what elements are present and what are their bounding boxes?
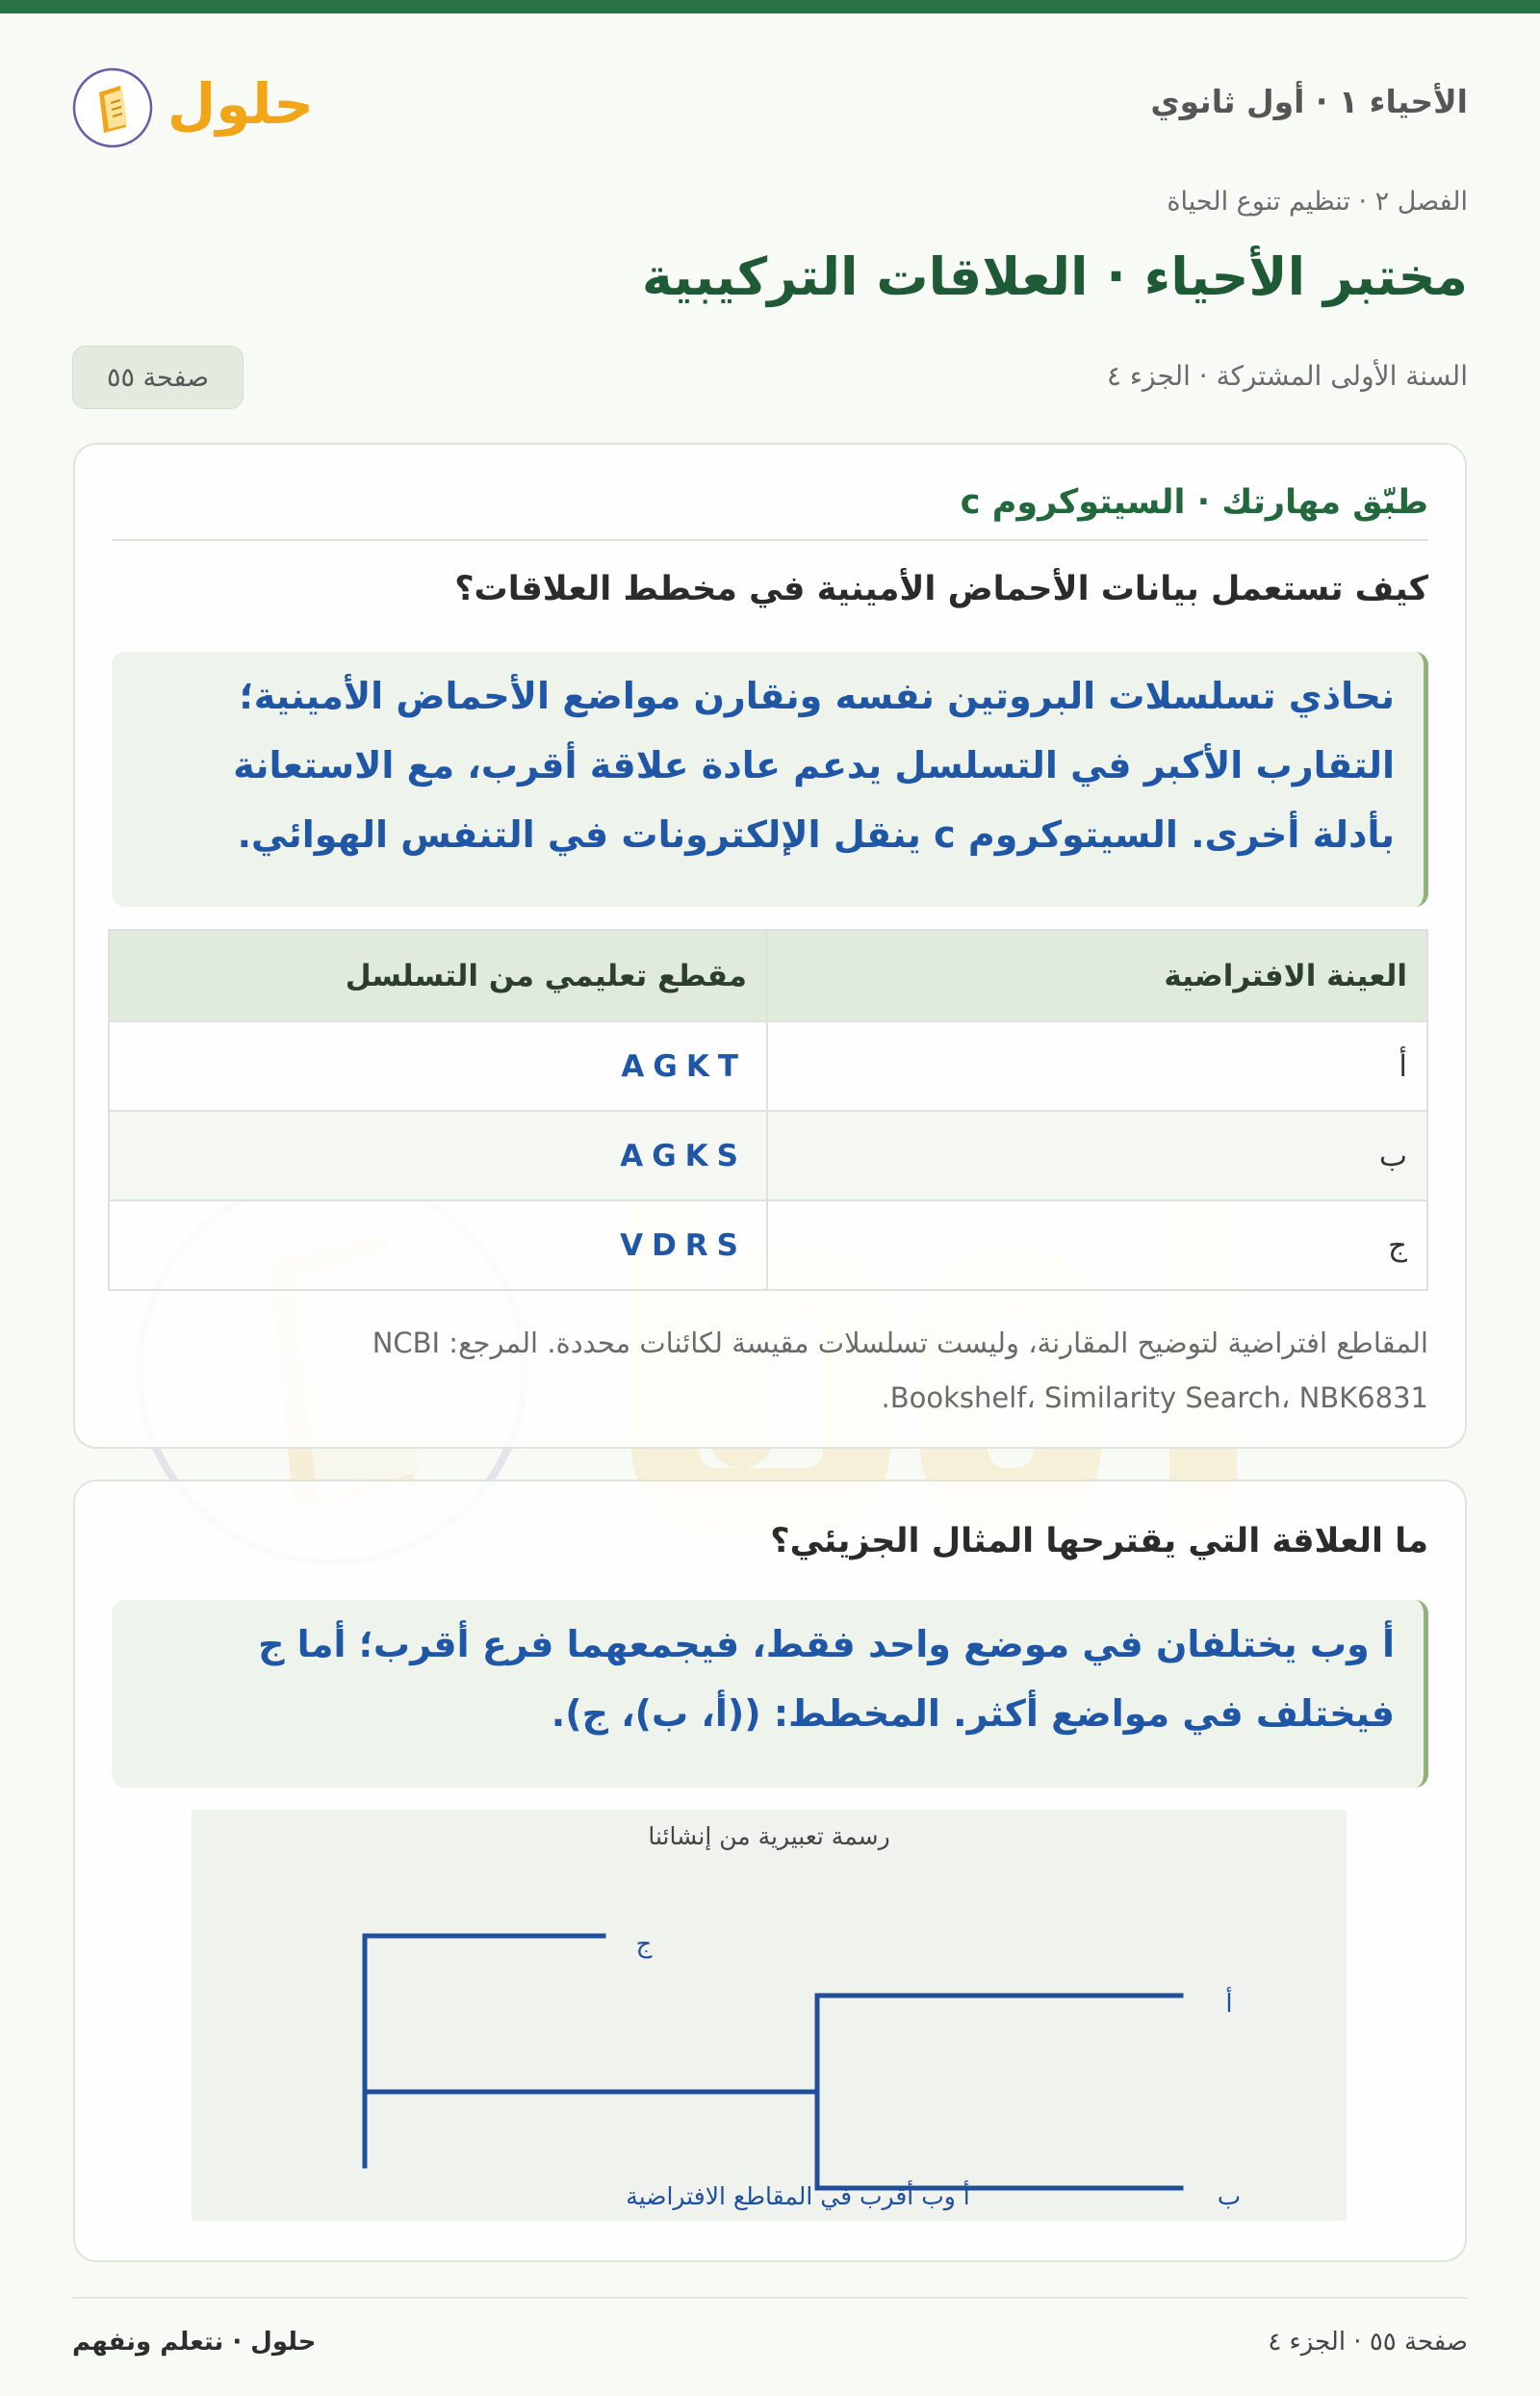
page-meta: السنة الأولى المشتركة · الجزء ٤ [1106,360,1468,392]
table-row [109,1111,1427,1200]
diagram-caption-bottom: أ وب أقرب في المقاطع الافتراضية [626,2182,970,2210]
sequence-cell: AGKS [109,1111,767,1200]
cladogram [192,1810,1347,2221]
hulul-logo[interactable] [72,60,322,152]
answer-1-line: بأدلة أخرى. السيتوكروم c ينقل الإلكترونات في التنفس الهوائي. [237,813,1395,856]
molecular-relationship-card [73,1480,1467,2262]
logo-text: حلول [167,71,315,137]
breadcrumb: الأحياء ١ · أول ثانوي [1150,83,1468,120]
top-accent-bar [0,0,1540,13]
sample-cell: أ [767,1021,1427,1111]
sequence-table [108,929,1428,1291]
answer-1 [112,652,1428,907]
footer-divider [72,2297,1468,2299]
heading-divider [112,539,1428,541]
sequence-cell: AGKT [109,1021,767,1111]
source-note [112,1316,1428,1426]
leaf-label-c: ج [635,1930,653,1959]
chapter-label: الفصل ٢ · تنظيم تنوع الحياة [1167,187,1468,217]
sample-cell: ج [767,1200,1427,1290]
answer-1-line: نحاذي تسلسلات البروتين نفسه ونقارن مواضع الأحماض الأمينية؛ [239,675,1395,717]
question-2: ما العلاقة التي يقترحها المثال الجزيئي؟ [770,1522,1428,1560]
note-line: المقاطع افتراضية لتوضيح المقارنة، وليست تسلسلات مقيسة لكائنات محددة. المرجع: NCBI [372,1327,1428,1359]
sample-cell: ب [767,1111,1427,1200]
answer-1-line: التقارب الأكبر في التسلسل يدعم عادة علاقة أقرب، مع الاستعانة [233,744,1395,786]
leaf-label-b: ب [1217,2182,1242,2211]
note-line: Bookshelf، Similarity Search، NBK6831. [881,1381,1428,1414]
apply-skill-card [73,443,1467,1449]
sequence-cell: VDRS [109,1200,767,1290]
question-1: كيف تستعمل بيانات الأحماض الأمينية في مخطط العلاقات؟ [454,570,1428,608]
cladogram-box [192,1810,1347,2221]
answer-2 [112,1600,1428,1788]
footer-page-info: صفحة ٥٥ · الجزء ٤ [1268,2328,1468,2357]
diagram-caption-top: رسمة تعبيرية من إنشائنا [648,1822,890,1850]
column-header-sequence: مقطع تعليمي من التسلسل [109,930,767,1021]
footer-brand: حلول · نتعلم ونفهم [72,2328,317,2357]
section-heading: طبّق مهارتك · السيتوكروم c [960,483,1428,522]
answer-2-line: أ وب يختلفان في موضع واحد فقط، فيجمعهما فرع أقرب؛ أما ج [258,1623,1395,1665]
leaf-label-a: أ [1225,1990,1233,2019]
page-title: مختبر الأحياء · العلاقات التركيبية [641,246,1468,307]
answer-2-line: فيختلف في مواضع أكثر. المخطط: ((أ، ب)، ج). [551,1692,1395,1735]
table-row [109,1200,1427,1290]
page-number-badge: صفحة ٥٥ [72,346,244,409]
page-header [72,60,1468,152]
column-header-sample: العينة الافتراضية [767,930,1427,1021]
table-header-row [109,930,1427,1021]
table-row [109,1021,1427,1111]
